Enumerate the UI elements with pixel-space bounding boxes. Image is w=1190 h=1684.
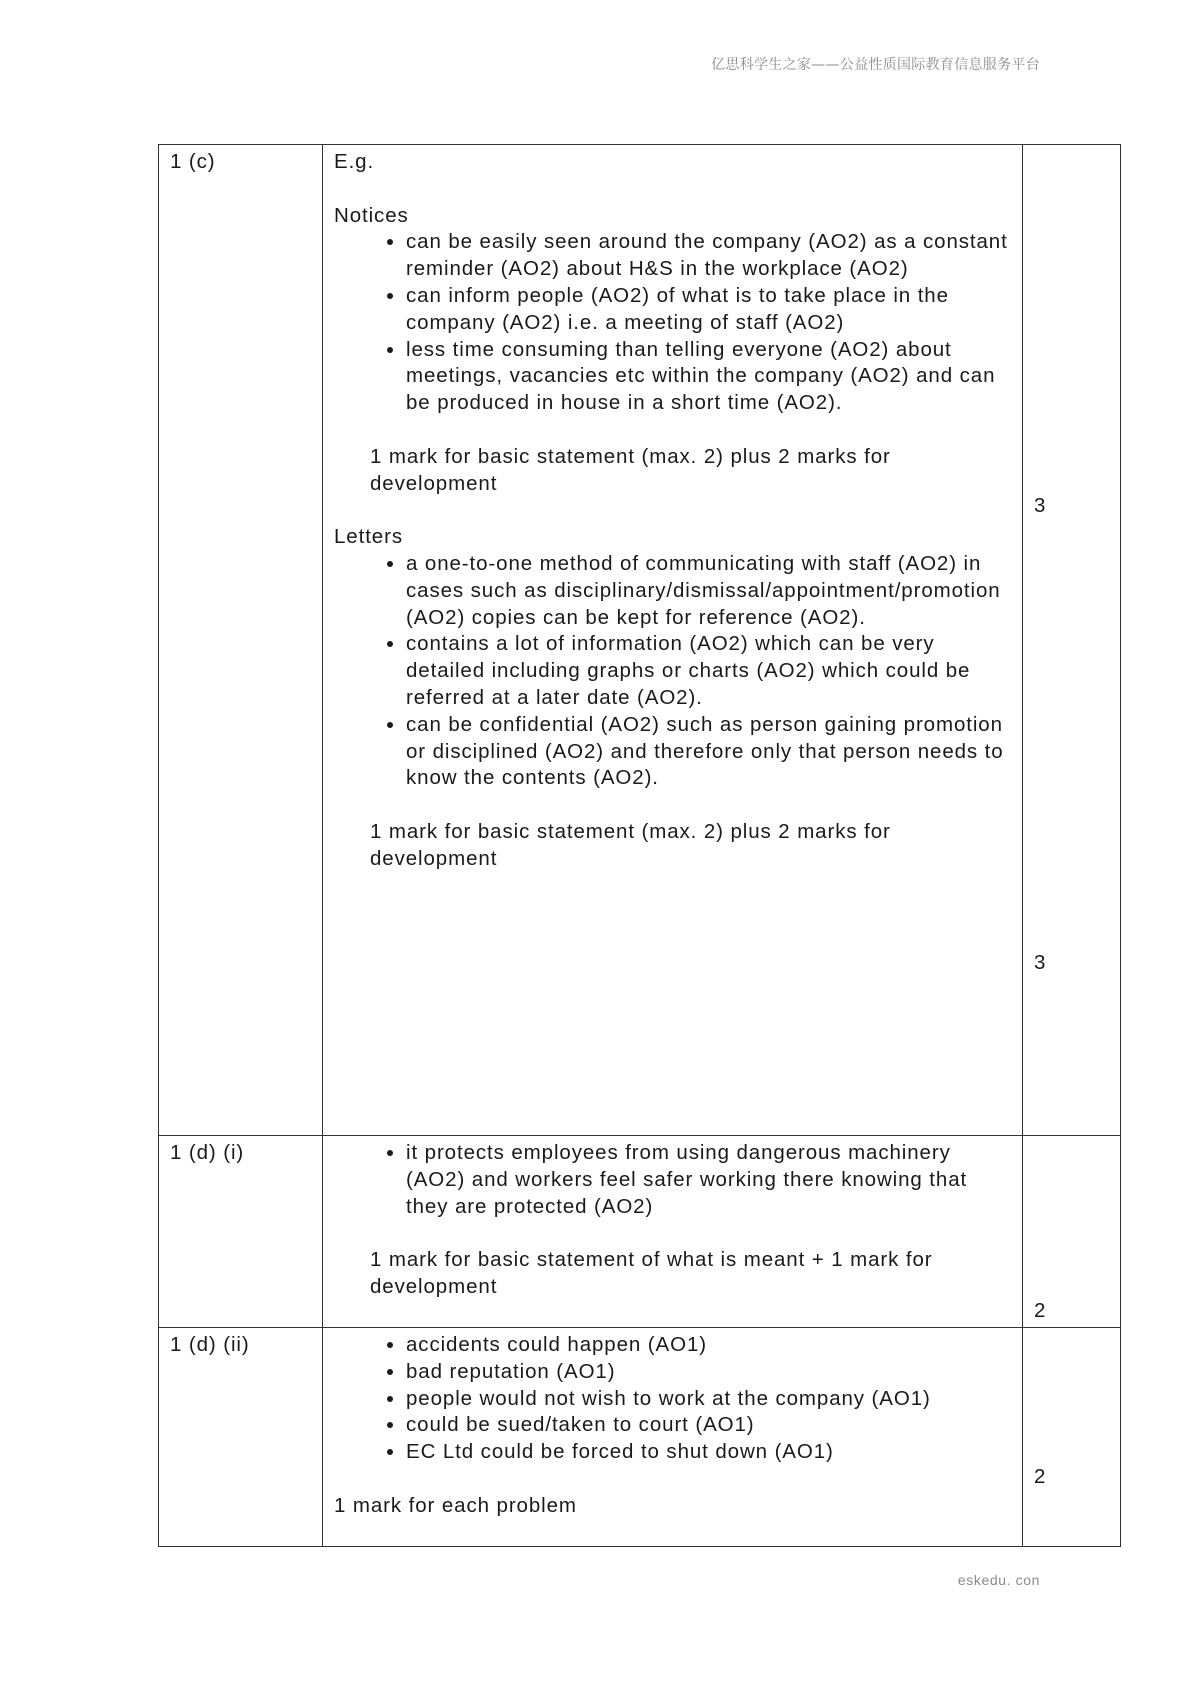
- answer-bullet-list: [334, 1140, 1010, 1220]
- notices-mark-guidance: 1 mark for basic statement (max. 2) plus 2 marks for development: [370, 444, 891, 495]
- list-item: • could be sued/taken to court (AO1): [406, 1412, 1010, 1439]
- table-row: [159, 1136, 1121, 1328]
- answer-cell: [323, 1136, 1023, 1328]
- answer-cell: [323, 1328, 1023, 1547]
- letters-bullet-list: [334, 551, 1010, 792]
- table-row: [159, 1328, 1121, 1547]
- table-row: [159, 145, 1121, 1136]
- mark-guidance: 1 mark for basic statement of what is meant + 1 mark for development: [370, 1248, 933, 1298]
- list-item: • can be confidential (AO2) such as person gaining promotion or disciplined (AO2) and therefore only that person needs to know the contents (AO2).: [406, 712, 1010, 792]
- answer-cell: [323, 145, 1023, 1136]
- mark-value: 2: [1034, 1465, 1047, 1488]
- mark-value: 3: [1034, 951, 1047, 974]
- list-item: • can be easily seen around the company (AO2) as a constant reminder (AO2) about H&S in the workplace (AO2): [406, 229, 1010, 283]
- mark-guidance: 1 mark for each problem: [334, 1493, 577, 1517]
- mark-value: 2: [1034, 1299, 1047, 1322]
- answer-intro: E.g.: [334, 150, 375, 173]
- notices-bullet-list: [334, 229, 1010, 417]
- list-item: • less time consuming than telling everyone (AO2) about meetings, vacancies etc within the company (AO2) and can be produced in house in a short time (AO2).: [406, 337, 1010, 417]
- list-item: • it protects employees from using dangerous machinery (AO2) and workers feel safer working there knowing that they are protected (AO2): [406, 1140, 1010, 1220]
- marks-cell: [1023, 145, 1121, 1136]
- question-number: 1 (d) (ii): [159, 1328, 323, 1547]
- letters-heading: Letters: [334, 525, 403, 549]
- marks-cell: [1023, 1328, 1121, 1547]
- list-item: • accidents could happen (AO1): [406, 1332, 1010, 1359]
- list-item: • EC Ltd could be forced to shut down (AO1): [406, 1439, 1010, 1466]
- mark-value: 3: [1034, 494, 1047, 517]
- answer-bullet-list: [334, 1332, 1010, 1466]
- list-item: • contains a lot of information (AO2) which can be very detailed including graphs or charts (AO2) which could be referred at a later date (AO2).: [406, 631, 1010, 711]
- list-item: • people would not wish to work at the company (AO1): [406, 1386, 1010, 1413]
- footer-site-text: eskedu. con: [957, 1572, 1040, 1588]
- list-item: • bad reputation (AO1): [406, 1359, 1010, 1386]
- question-number: 1 (c): [159, 145, 323, 1136]
- list-item: • can inform people (AO2) of what is to take place in the company (AO2) i.e. a meeting of staff (AO2): [406, 283, 1010, 337]
- list-item: • a one-to-one method of communicating with staff (AO2) in cases such as disciplinary/dismissal/appointment/promotion (AO2) copies can be kept for reference (AO2).: [406, 551, 1010, 631]
- header-site-text: 亿思科学生之家——公益性质国际教育信息服务平台: [711, 57, 1040, 73]
- question-number: 1 (d) (i): [159, 1136, 323, 1328]
- mark-scheme-table: [158, 144, 1121, 1547]
- marks-cell: [1023, 1136, 1121, 1328]
- letters-mark-guidance: 1 mark for basic statement (max. 2) plus 2 marks for development: [370, 819, 891, 870]
- notices-heading: Notices: [334, 203, 409, 227]
